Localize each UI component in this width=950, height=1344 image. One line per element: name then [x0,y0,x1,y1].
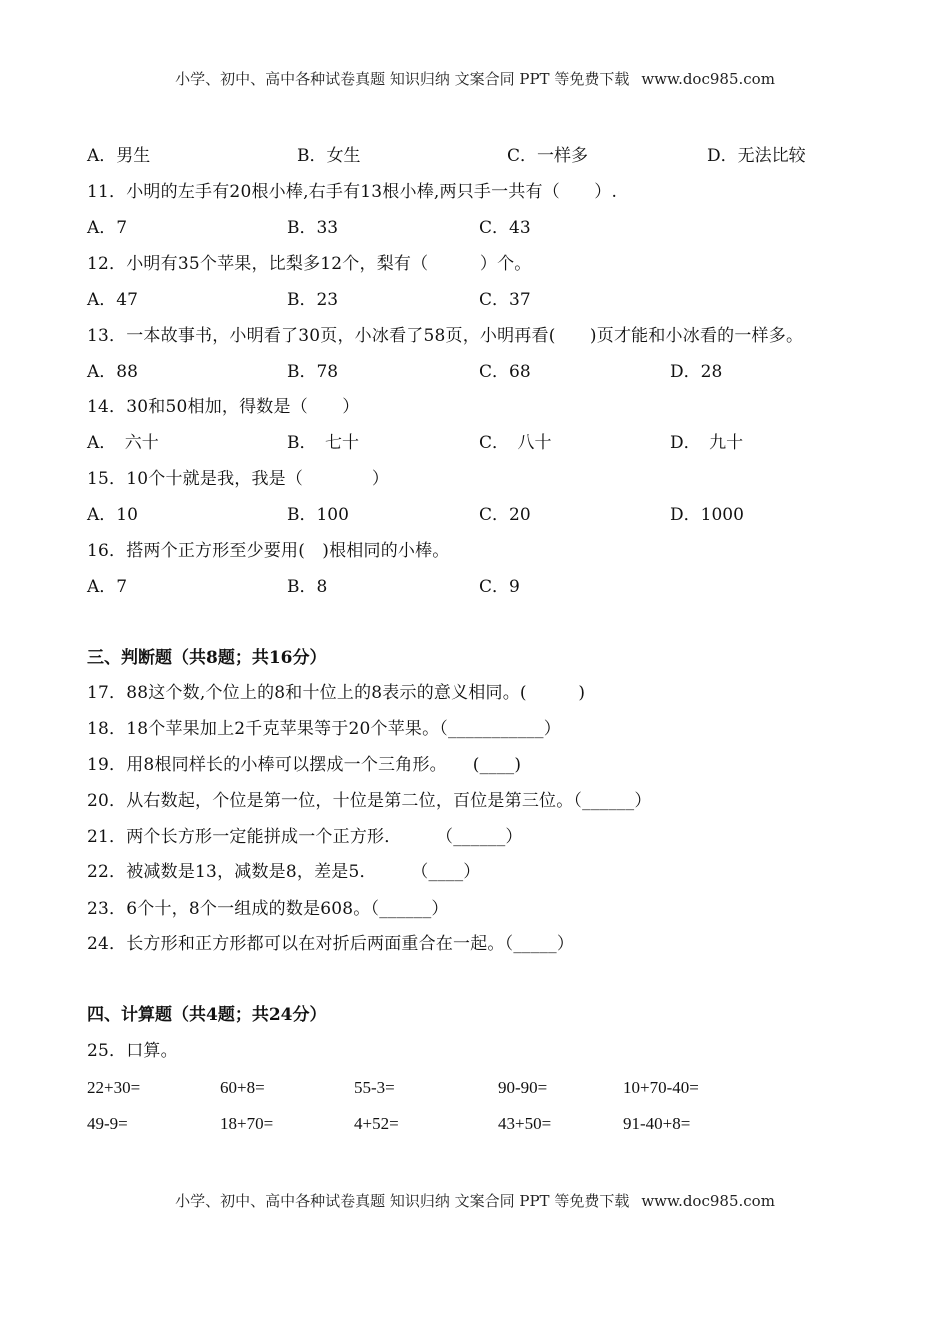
section-3-title: 三、判断题（共8题；共16分） [87,648,327,668]
q10-option-b: B．女生 [297,146,361,166]
q14-option-b: B． 七十 [287,433,359,453]
q13-option-c: C．68 [479,362,531,382]
judge-item-24: 24．长方形和正方形都可以在对折后两面重合在一起。（_____） [87,934,575,954]
q11-option-a: A．7 [87,218,128,238]
q16-option-b: B．8 [287,577,328,597]
q16-option-a: A．7 [87,577,128,597]
judge-item-20: 20．从右数起，个位是第一位，十位是第二位，百位是第三位。（______） [87,791,652,811]
judge-item-17: 17．88这个数,个位上的8和十位上的8表示的意义相同。( ) [87,683,586,703]
q11-option-c: C．43 [479,218,531,238]
q11-option-b: B．33 [287,218,339,238]
header-site[interactable]: www.doc985.com [641,70,775,88]
q12-option-c: C．37 [479,290,531,310]
calc-item: 49-9= [87,1114,128,1133]
q14-option-d: D． 九十 [670,433,744,453]
q14-option-a: A． 六十 [87,433,159,453]
judge-item-21: 21．两个长方形一定能拼成一个正方形． （______） [87,827,523,847]
question-12: 12．小明有35个苹果，比梨多12个，梨有（ ）个。 [87,254,532,274]
judge-item-22: 22．被减数是13，减数是8，差是5． （____） [87,862,481,882]
calc-item: 18+70= [220,1114,274,1133]
question-14: 14．30和50相加，得数是（ ） [87,397,360,417]
page-header [0,68,950,89]
question-15: 15．10个十就是我，我是（ ） [87,469,390,489]
section-4-title: 四、计算题（共4题；共24分） [87,1005,327,1025]
q15-option-a: A．10 [87,505,138,525]
calc-item: 43+50= [498,1114,552,1133]
calc-item: 91-40+8= [623,1114,691,1133]
q10-option-c: C．一样多 [507,146,589,166]
calc-item: 10+70-40= [623,1078,699,1097]
footer-text: 小学、初中、高中各种试卷真题 知识归纳 文案合同 PPT 等免费下载 [175,1192,630,1210]
q15-option-b: B．100 [287,505,349,525]
calc-item: 55-3= [354,1078,395,1097]
judge-item-23: 23．6个十，8个一组成的数是608。（______） [87,899,449,919]
q14-option-c: C． 八十 [479,433,552,453]
question-25: 25．口算。 [87,1041,178,1061]
calc-item: 90-90= [498,1078,548,1097]
page-footer [0,1190,950,1211]
header-text: 小学、初中、高中各种试卷真题 知识归纳 文案合同 PPT 等免费下载 [175,70,630,88]
q13-option-b: B．78 [287,362,339,382]
q16-option-c: C．9 [479,577,520,597]
q10-option-d: D．无法比较 [707,146,806,166]
calc-item: 60+8= [220,1078,265,1097]
q13-option-d: D．28 [670,362,723,382]
footer-site[interactable]: www.doc985.com [641,1192,775,1210]
question-13: 13．一本故事书，小明看了30页，小冰看了58页，小明再看( )页才能和小冰看的一样多。 [87,326,804,346]
calc-item: 22+30= [87,1078,141,1097]
judge-item-18: 18．18个苹果加上2千克苹果等于20个苹果。（___________） [87,719,561,739]
q15-option-d: D．1000 [670,505,744,525]
question-16: 16．搭两个正方形至少要用( )根相同的小棒。 [87,541,450,561]
question-11: 11．小明的左手有20根小棒,右手有13根小棒,两只手一共有（ ）. [87,182,618,202]
q10-option-a: A．男生 [87,146,151,166]
calc-item: 4+52= [354,1114,399,1133]
q12-option-b: B．23 [287,290,339,310]
q13-option-a: A．88 [87,362,138,382]
q15-option-c: C．20 [479,505,531,525]
q12-option-a: A．47 [87,290,138,310]
judge-item-19: 19．用8根同样长的小棒可以摆成一个三角形。 (____) [87,755,522,775]
